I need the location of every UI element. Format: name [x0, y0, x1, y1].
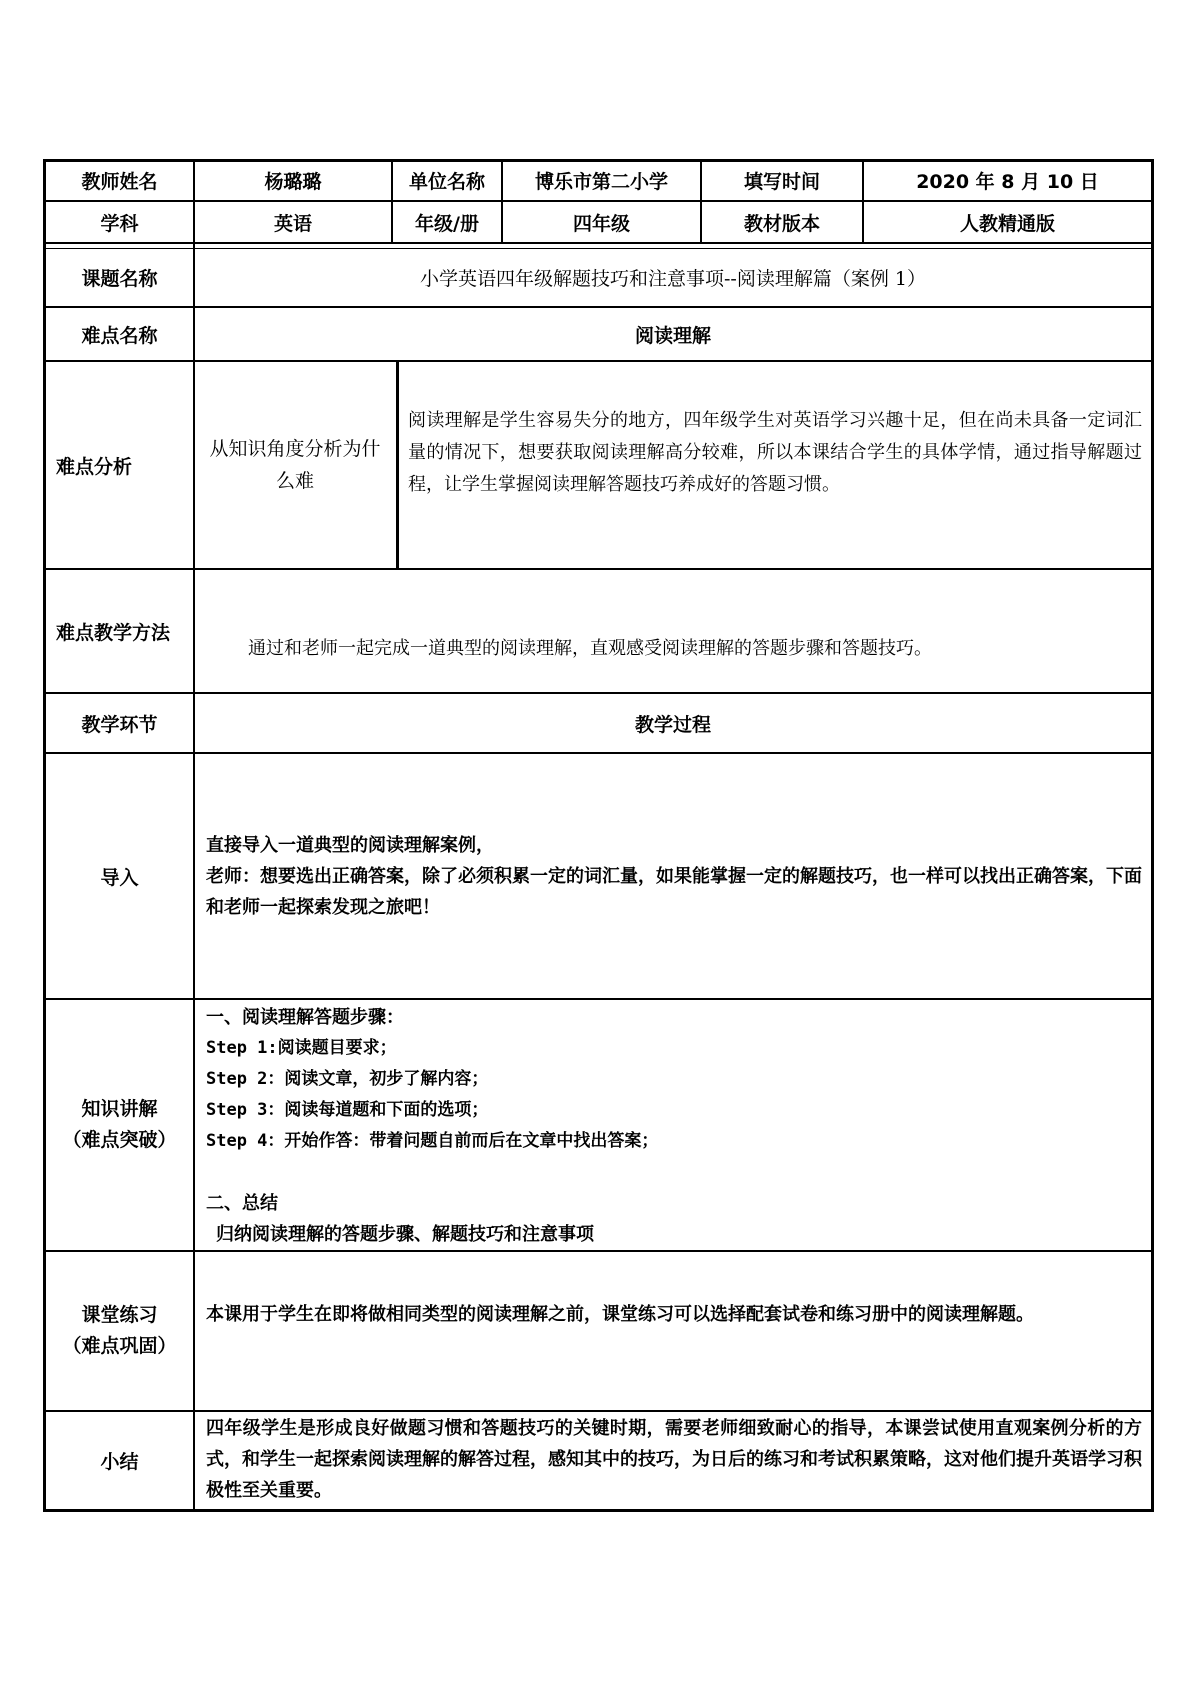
teacher-label: 教师姓名: [81, 171, 158, 193]
knowledge-content: [206, 1002, 1142, 1250]
knowledge-step-2: Step 2：阅读文章，初步了解内容；: [206, 1069, 489, 1089]
edition-label: 教材版本: [743, 212, 820, 235]
method-label: 难点教学方法: [56, 621, 171, 644]
knowledge-label-line1: 知识讲解: [81, 1098, 158, 1120]
analysis-angle: 从知识角度分析为什么难: [209, 438, 381, 492]
intro-line-2: 老师：想要选出正确答案，除了必须积累一定的词汇量，如果能掌握一定的解题技巧，也一样可以找出正确答案，下面和老师一起探索发现之旅吧！: [206, 866, 1142, 918]
knowledge-heading-2: 二、总结: [206, 1193, 278, 1214]
date-label: 填写时间: [743, 171, 820, 193]
subject-value: 英语: [273, 212, 312, 235]
knowledge-heading-1: 一、阅读理解答题步骤：: [206, 1007, 404, 1028]
practice-text: 本课用于学生在即将做相同类型的阅读理解之前，课堂练习可以选择配套试卷和练习册中的阅读理解题。: [206, 1304, 1034, 1325]
analysis-text: 阅读理解是学生容易失分的地方，四年级学生对英语学习兴趣十足，但在尚未具备一定词汇量的情况下，想要获取阅读理解高分较难，所以本课结合学生的具体学情，通过指导解题过程，让学生掌握阅读理解答题技巧养成好的答题习惯。: [408, 410, 1142, 495]
subject-label: 学科: [100, 212, 139, 235]
knowledge-label: [46, 1000, 193, 1250]
intro-content: [206, 830, 1142, 923]
grade-value: 四年级: [572, 212, 630, 235]
topic-label: 课题名称: [81, 268, 158, 290]
difficulty-label: 难点名称: [81, 324, 158, 347]
difficulty-value: 阅读理解: [634, 324, 711, 347]
practice-label-line1: 课堂练习: [81, 1304, 158, 1326]
unit-label: 单位名称: [408, 171, 485, 193]
conclusion-text: 四年级学生是形成良好做题习惯和答题技巧的关键时期，需要老师细致耐心的指导，本课尝试使用直观案例分析的方式，和学生一起探索阅读理解的解答过程，感知其中的技巧，为日后的练习和考试积累策略，这对他们提升英语学习积极性至关重要。: [206, 1418, 1142, 1501]
practice-label-line2: （难点巩固）: [62, 1335, 177, 1357]
teacher-name: 杨璐璐: [264, 171, 322, 193]
unit-name: 博乐市第二小学: [534, 171, 668, 193]
knowledge-summary: 归纳阅读理解的答题步骤、解题技巧和注意事项: [216, 1224, 594, 1245]
stage-header: 教学环节: [81, 713, 158, 736]
intro-label: 导入: [100, 866, 139, 889]
conclusion-label: 小结: [100, 1451, 139, 1473]
knowledge-step-3: Step 3：阅读每道题和下面的选项；: [206, 1100, 489, 1120]
date-value: 2020 年 8 月 10 日: [916, 171, 1099, 193]
intro-line-1: 直接导入一道典型的阅读理解案例，: [206, 835, 494, 856]
knowledge-step-1: Step 1:阅读题目要求；: [206, 1038, 397, 1058]
process-header: 教学过程: [634, 713, 711, 736]
knowledge-label-line2: （难点突破）: [62, 1129, 177, 1151]
method-text: 通过和老师一起完成一道典型的阅读理解，直观感受阅读理解的答题步骤和答题技巧。: [248, 638, 932, 659]
edition-value: 人教精通版: [959, 212, 1055, 235]
practice-label: [46, 1252, 193, 1410]
knowledge-step-4: Step 4：开始作答：带着问题自前而后在文章中找出答案；: [206, 1131, 659, 1151]
grade-label: 年级/册: [415, 212, 479, 235]
analysis-label: 难点分析: [56, 455, 133, 478]
topic-value: 小学英语四年级解题技巧和注意事项--阅读理解篇（案例 1）: [420, 268, 926, 290]
